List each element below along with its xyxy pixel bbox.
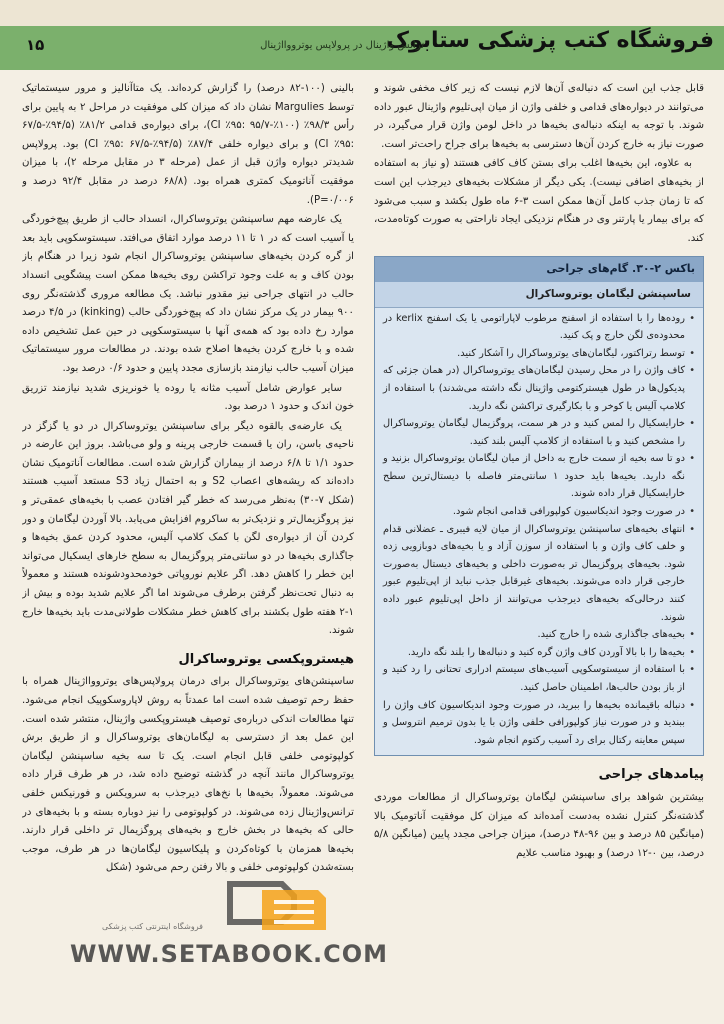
watermark	[62, 876, 389, 968]
step-item: • انتهای بخیه‌های ساسپنشن یوتروساکرال از میان لایه فیبری ـ عضلانی قدام و خلف کاف واژن و با استفاده از سوزن آزاد و یا بخیه‌های دوبازویی زده شود. بخیه‌های پروگزیمال تر به‌صورت داخلی و بخیه‌های دیستال به‌صورت خارجی قرار داده می‌شوند. بخیه‌های غیرقابل جذب نباید از اپی‌تلیوم عبور کنند درحالی‌که بخیه‌های دیرجذب می‌توانند از داخل اپی‌تلیوم عبور داده شوند.	[383, 521, 695, 627]
box-title: باکس ۲-۳۰. گام‌های جراحی	[375, 257, 703, 282]
step-item: • توسط رتراکتور، لیگامان‌های یوتروساکرال را آشکار کنید.	[383, 345, 695, 363]
paragraph: بالینی (۱۰۰-۸۲ درصد) را گزارش کرده‌اند. یک متاآنالیز و مرور سیستماتیک توسط Margulies نشان داد که میزان کلی موفقیت در مراحل ۲ به پایین برای رأس ۹۸/۳٪ (۱۰۰٪-۹۵/۷ :CI ٪۹۵)، برای دیواره‌ی قدامی ۸۱/۲٪ (۹۴/۵٪-۶۷/۵ :CI ٪۹۵) و برای دیواره خلفی ۸۷/۴٪ (۹۴/۵٪-۶۷/۵ :CI ٪۹۵) بود. پرولاپس شدیدتر دیواره واژن قبل از عمل (مرحله ۳ در مقابل مرحله ۲)، با میزان موفقیت آناتومیک کمتری همراه بود. (۶۸/۸ درصد در مقابل ۹۲/۴ درصد و P=۰/۰۰۶).	[22, 83, 354, 206]
watermark-url: WWW.SETABOOK.COM	[70, 940, 389, 968]
store-title: فروشگاه کتب پزشکی ستابوک	[386, 28, 714, 53]
step-item: • خارایسکیال را لمس کنید و در هر سمت، پروگزیمال لیگامان یوتروساکرال را مشخص کنید و با استفاده از کلامپ آلیس بلند کنید.	[383, 415, 695, 450]
paragraph: قابل جذب این است که دنباله‌ی آن‌ها لازم نیست که زیر کاف مخفی شوند و می‌توانند در دیواره‌های قدامی و خلفی واژن از میان اپی‌تلیوم واژینال عبور داده شوند. با توجه به اینکه دنباله‌ی بخیه‌ها در داخل لومن واژن قرار می‌گیرد، در صورت نیاز به خارج کردن آن‌ها دسترسی به بخیه‌ها برای جراح راحت‌تر است.	[374, 83, 704, 150]
surgical-steps-box	[374, 256, 704, 756]
watermark-tagline: فروشگاه اینترنتی کتب پزشکی	[102, 922, 203, 931]
step-item: • دنباله باقیمانده بخیه‌ها را ببرید، در صورت وجود اندیکاسیون کاف واژن را ببندید و در صورت نیاز کولپورافی خلفی واژن با یا بدون ترمیم انتروسل و سپس معاینه رکتال برای رد آسیب رکتوم انجام شود.	[383, 697, 695, 750]
left-column	[22, 80, 354, 980]
paragraph: یک عارضه‌ی بالقوه دیگر برای ساسپنشن یوتروساکرال در دو یا گزگز در ناحیه‌ی باسن، ران یا قسمت خارجی پرینه و ولو می‌باشد. بروز این عارضه در حدود ۱/۱ تا ۶/۸ درصد از بیماران گزارش شده است. مطالعات آناتومیک نشان داده‌اند که ریشه‌های اعصاب S2 و به احتمال زیاد S3 مستعد آسیب هستند (شکل ۷-۳۰) به‌نظر می‌رسد که خطر گیر افتادن عصب با بخیه‌های عمقی‌تر و نیز پروگزیمال‌تر و نزدیک‌تر به ساکروم افزایش می‌یابد. بالا آوردن لیگامان و دور کردن آن از دیواره‌ی لگن با کمک کلامپ آلیس، محدود کردن عمق بخیه‌ها و جاگذاری بخیه‌ها در دو سانتی‌متر پروگزیمال به سطح خارهای ایسکیال می‌تواند این خطر را کاهش دهد. اگر علایم نوروپاتی خودمحدودشونده هستند و معمولاً به دنبال تحت‌نظر گرفتن برطرف می‌شوند اما اگر علایم شدید بوده و بیش از ۱-۲ هفته طول بکشند برای کاهش خطر مشکلات طولانی‌مدت باید بخیه‌ها خارج شوند.	[22, 420, 354, 637]
running-head: ترانس واژینال در پرولاپس یوترووااژینال	[260, 40, 424, 51]
step-item: • در صورت وجود اندیکاسیون کولپورافی قدامی انجام شود.	[383, 503, 695, 521]
step-item: • کاف واژن را در محل رسیدن لیگامان‌های یوتروساکرال (در همان جزئی که پدیکول‌ها در طول هیسترکتومی واژینال نگه داشته می‌شدند) با استفاده از کلامپ آلیس یا کوخر و با بکارگیری تراکشن نگه دارید.	[383, 362, 695, 415]
right-column	[374, 80, 704, 1010]
setabook-logo-icon	[222, 876, 332, 938]
paragraph: یک عارضه مهم ساسپنشن یوتروساکرال، انسداد حالب از طریق پیچ‌خوردگی یا آسیب است که در ۱ تا ۱۱ درصد موارد اتفاق می‌افتد. سیستوسکوپی باید بعد از گره کردن بخیه‌های ساسپنشن یوتروساکرال انجام شود زیرا در هنگام باز بودن کاف و به علت وجود تراکشن روی بخیه‌ها ممکن است پیشگویی انسداد حالب در انتهای جراحی نیز مقدور نباشد. یک مطالعه مروری گذشته‌نگر روی ۹۰۰ بیمار در یک مرکز نشان داد که پیچ‌خوردگی حالب (kinking) در ۴/۵ درصد موارد رخ داده بود که همه‌ی آنها با سیستوسکوپی در حین عمل تشخیص داده شده و با خارج کردن بخیه‌ها اصلاح شده بودند. در مطالعات مرور سیستماتیک میزان آسیب حالب نیازمند بازسازی مجدد پایین و حدود ۰/۶ درصد بود.	[22, 214, 354, 374]
paragraph: بیشترین شواهد برای ساسپنشن لیگامان یوتروساکرال از مطالعات موردی گذشته‌نگر کنترل نشده به‌دست آمده‌اند که میزان کل موفقیت آناتومیک بالا (میانگین ۸۵ درصد و بین ۹۶-۴۸ درصد)، میزان جراحی مجدد پایین (میانگین ۵/۸ درصد، بین ۰-۱۲ درصد) و بهبود مناسب علایم	[374, 791, 704, 859]
section-heading-outcomes: پیامدهای جراحی	[598, 767, 704, 783]
top-scan-margin	[0, 0, 724, 26]
step-item: • بخیه‌ها را با بالا آوردن کاف واژن گره کنید و دنباله‌ها را بلند نگه دارید.	[383, 644, 695, 662]
paragraph: ساسپنشن‌های یوتروساکرال برای درمان پرولاپس‌های یوترووااژینال همراه با حفظ رحم توصیف شده است اما عمدتاً به روش لاپاروسکوپیک انجام می‌شود. تنها مطالعات اندکی درباره‌ی توصیف هیستروپکسی واژینال، منتشر شده است. این عمل بعد از دسترسی به لیگامان‌های یوتروساکرال و از طریق برش کولپوتومی خلفی قابل انجام است. یک تا سه بخیه ساسپنشن لیگامان یوتروساکرال مانند آنچه در گذشته توضیح داده شد، در هر طرف قرار داده می‌شوند. معمولاً، بخیه‌ها با نخ‌های دیرجذب به سرویکس و فورنیکس خلفی ترانس‌واژینال زده می‌شوند. در کولپوتومی را نیز دوباره بسته و با بخیه‌های در حالی که بخیه‌ها در بخش خارج و بخیه‌های پروگزیمال تر داخلی قرار دارند. بخیه‌ها همزمان با کوتاه‌کردن و پلیکاسیون لیگامان‌ها در هر طرف، موجب بسته‌شدن کولپوتومی خلفی و بالا رفتن رحم می‌شود (شکل	[22, 676, 354, 874]
section-heading-hysteropexy: هیستروپکسی یوتروساکرال	[178, 651, 354, 667]
paragraph: به علاوه، این بخیه‌ها اغلب برای بستن کاف کافی هستند (و نیاز به استفاده از بخیه‌های اضافی نیست). یکی دیگر از مشکلات بخیه‌های دیرجذب این است که تا زمان جذب کامل آن‌ها ممکن است ۳-۶ ماه طول بکشد و سبب می‌شود که برای بیمار یا پارتنر وی در هنگام نزدیکی ایجاد ناراحتی به صورت کوتاه‌مدت، کند.	[374, 158, 704, 244]
steps-list	[375, 308, 703, 756]
paragraph: سایر عوارض شامل آسیب مثانه یا روده یا خونریزی شدید نیازمند تزریق خون اندک و حدود ۱ درصد بود.	[22, 382, 354, 413]
box-subtitle: ساسپنشن لیگامان یوتروساکرال	[375, 282, 703, 308]
step-item: • دو تا سه بخیه از سمت خارج به داخل از میان لیگامان یوتروساکرال بزنید و نگه دارید. بخیه‌ها باید حدود ۱ سانتی‌متر فاصله با دیستال‌ترین سطح خارایسکیال قرار داده شوند.	[383, 450, 695, 503]
page-number: ۱۵	[26, 36, 45, 54]
step-item: • روده‌ها را با استفاده از اسفنج مرطوب لاپاراتومی یا یک اسفنج kerlix در محدوده‌ی لگن خارج و پک کنید.	[383, 310, 695, 345]
page-header	[0, 26, 724, 70]
step-item: • بخیه‌های جاگذاری شده را خارج کنید.	[383, 626, 695, 644]
step-item: • با استفاده از سیستوسکوپی آسیب‌های سیستم ادراری تحتانی را رد کنید و از باز بودن حالب‌ها، اطمینان حاصل کنید.	[383, 661, 695, 696]
